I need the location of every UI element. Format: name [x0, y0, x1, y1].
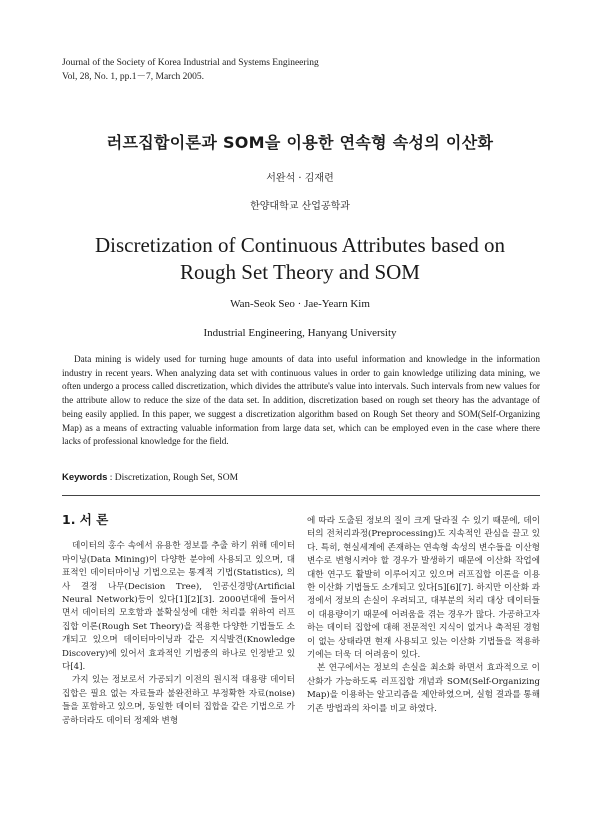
section-heading: 1. 서 론 [62, 512, 109, 527]
abstract: Data mining is widely used for turning huge amounts of data into useful information and knowledge in the information industry in recent years. When analyzing data set with continuous values in order to gain knowledge utilizing data mining, we often undergo a process called discretization, which divides the attribute's value into intervals. Such intervals from new values for the attribute allow to reduce the size of the data set. In addition, discretization based on rough set theory has the advantage of being easily applied. In this paper, we suggest a discretization algorithm based on Rough Set theory and SOM(Self-Organizing Map) as a means of extracting valuable information from large data set, which can be employed even in the case where there lacks of professional knowledge for the field. [62, 354, 540, 447]
korean-authors: 서완석 · 김재련 [266, 173, 334, 184]
journal-header [62, 56, 319, 84]
english-title-line-1: Discretization of Continuous Attributes based on [94, 233, 506, 257]
paragraph: 에 따라 도출된 정보의 질이 크게 달라질 수 있기 때문에, 데이터의 전처리과정(Preprocessing)도 지속적인 관심을 끌고 있다. 특히, 현실세계에 존재하는 연속형 속성의 변수들을 이산형 변수로 변형시켜야 할 경우가 발생하기 때문에 이산화 작업에 대한 연구도 활발히 이루어지고 있으며 러프집합 이론을 이용한 이산화 기법들도 소개되고 있다[5][6][7]. 하지만 이산화 과정에서 정보의 손실이 우려되고, 대부분의 처리 대상 데이터들이 대용량이기 때문에 어려움을 겪는 경우가 많다. 가공하고자 하는 데이터 집합에 대해 전문적인 지식이 없거나 축적된 경험이 없는 상태라면 현재 사용되고 있는 이산화 기법들을 적용하기에는 더욱 더 어려움이 있다. [307, 516, 540, 661]
korean-affiliation: 한양대학교 산업공학과 [250, 201, 350, 212]
paragraph: 가지 있는 정보로서 가공되기 이전의 원시적 대용량 데이터 집합은 필요 없는 자료들과 불완전하고 부정확한 자료(noise)들을 포함하고 있으며, 동일한 데이터 집합을 같은 기법으로 가공하더라도 데이터 정제와 변형 [62, 675, 295, 726]
keywords-text: : Discretization, Rough Set, SOM [107, 473, 239, 483]
paragraph: 데이터의 홍수 속에서 유용한 정보를 추출 하기 위해 데이터마이닝(Data Mining)이 다양한 분야에 사용되고 있으며, 대표적인 데이터마이닝 기법으로는 통계적 기법(Statistics), 의사 결정 나무(Decision Tree), 인공신경망(Artificial Neural Network)등이 있다[1][2][3]. 2000년대에 들어서면서 데이터의 모호함과 불확실성에 대한 처리를 위하여 러프집합 이론(Rough Set Theory)을 적용한 다양한 기법들도 소개되고 있으며 데이터마이닝과 같은 지식발견(Knowledge Discovery)에 있어서 효과적인 기법중의 하나로 인정받고 있다[4]. [62, 541, 295, 673]
english-title-line-2: Rough Set Theory and SOM [180, 260, 420, 284]
english-title [0, 232, 600, 286]
english-affiliation: Industrial Engineering, Hanyang University [203, 327, 397, 339]
paragraph: 본 연구에서는 정보의 손실을 최소화 하면서 효과적으로 이산화가 가능하도록 러프집합 개념과 SOM(Self-Organizing Map)을 이용하는 알고리즘을 제안하였으며, 실험 결과를 통해 기존 방법과의 차이를 비교 하였다. [307, 663, 540, 714]
right-column [307, 515, 540, 716]
korean-title: 러프집합이론과 SOM을 이용한 연속형 속성의 이산화 [106, 133, 494, 152]
keywords-label: Keywords [62, 472, 108, 483]
section-divider [62, 495, 540, 496]
keywords [62, 472, 238, 483]
journal-volume: Vol, 28, No. 1, pp.1－7, March 2005. [62, 72, 205, 82]
left-column [62, 513, 295, 728]
journal-name: Journal of the Society of Korea Industrial and Systems Engineering [62, 58, 319, 68]
english-authors: Wan-Seok Seo · Jae-Yearn Kim [230, 298, 370, 310]
